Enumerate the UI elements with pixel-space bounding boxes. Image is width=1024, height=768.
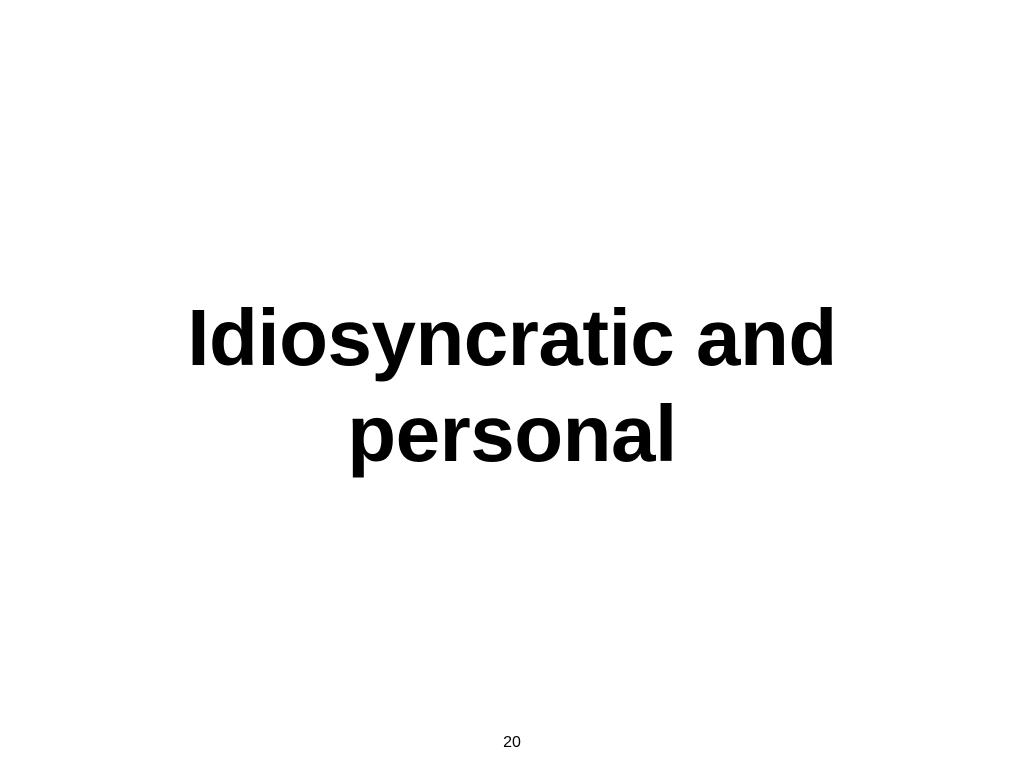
slide-title: [0, 290, 1024, 482]
page-number: 20: [503, 734, 521, 751]
slide-title-line-2: personal: [347, 389, 677, 478]
slide-title-line-1: Idiosyncratic and: [187, 293, 837, 382]
